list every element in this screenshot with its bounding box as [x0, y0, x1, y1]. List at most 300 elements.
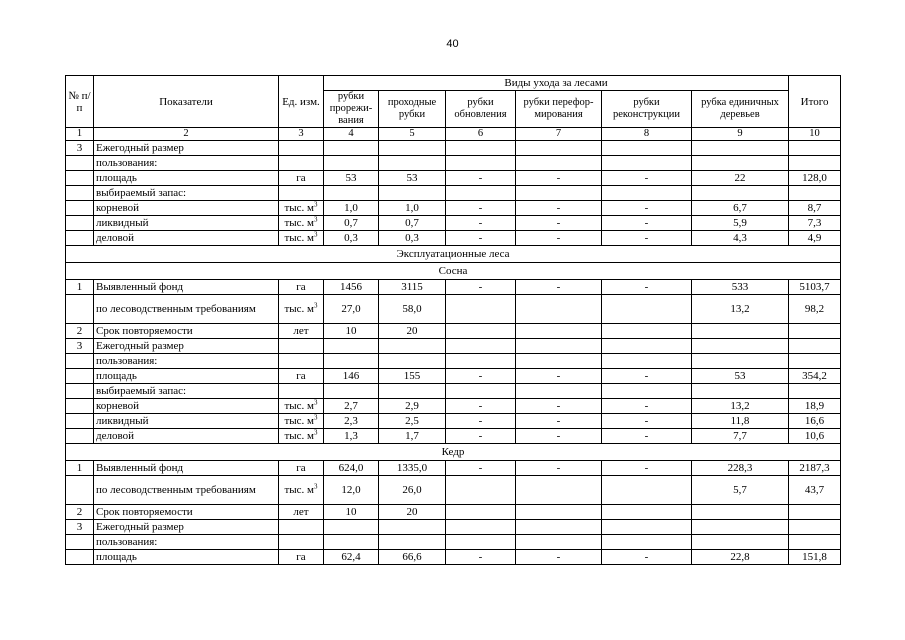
cubic-superscript: 3 [314, 482, 318, 491]
row-value: 2,7 [324, 399, 379, 414]
section-title-row [66, 246, 841, 263]
row-value [516, 535, 602, 550]
row-indicator: площадь [94, 369, 279, 384]
row-value [516, 324, 602, 339]
row-value [602, 186, 692, 201]
row-value [602, 295, 692, 324]
row-value: - [516, 231, 602, 246]
row-value [446, 476, 516, 505]
row-value: 4,3 [692, 231, 789, 246]
row-value: - [446, 369, 516, 384]
table-row [66, 399, 841, 414]
subsection-title-kedr: Кедр [66, 444, 841, 461]
row-number [66, 231, 94, 246]
row-unit-text: тыс. м [284, 430, 315, 442]
table-row [66, 141, 841, 156]
row-indicator: деловой [94, 231, 279, 246]
row-value [789, 384, 841, 399]
row-unit-text: га [296, 551, 306, 563]
header-col-single-trees: рубка единичных деревьев [692, 91, 789, 128]
table-row [66, 280, 841, 295]
column-number: 7 [516, 128, 602, 141]
row-value: - [446, 280, 516, 295]
row-unit-text: тыс. м [284, 400, 315, 412]
row-unit [279, 414, 324, 429]
column-number: 2 [94, 128, 279, 141]
row-value: - [446, 414, 516, 429]
row-value [516, 476, 602, 505]
table-row [66, 295, 841, 324]
row-value [789, 505, 841, 520]
forest-care-table [65, 75, 841, 565]
row-indicator: Срок повторяемости [94, 505, 279, 520]
row-value: 1456 [324, 280, 379, 295]
table-row [66, 231, 841, 246]
row-value [692, 156, 789, 171]
row-value: - [446, 216, 516, 231]
column-number: 4 [324, 128, 379, 141]
row-value [789, 141, 841, 156]
row-value: - [516, 201, 602, 216]
row-indicator: Ежегодный размер [94, 141, 279, 156]
row-value [602, 354, 692, 369]
row-number [66, 550, 94, 565]
row-value: - [516, 280, 602, 295]
header-col-passage: проходные рубки [379, 91, 446, 128]
row-value: 13,2 [692, 295, 789, 324]
row-value: 6,7 [692, 201, 789, 216]
row-value [324, 339, 379, 354]
row-value: 624,0 [324, 461, 379, 476]
table-row [66, 354, 841, 369]
row-number: 1 [66, 280, 94, 295]
row-value [516, 141, 602, 156]
row-unit-text: тыс. м [284, 415, 315, 427]
header-num: № п/п [66, 76, 94, 128]
row-value [692, 324, 789, 339]
table-row [66, 505, 841, 520]
row-number [66, 216, 94, 231]
table-row [66, 384, 841, 399]
row-unit [279, 535, 324, 550]
row-value: 2187,3 [789, 461, 841, 476]
row-number [66, 171, 94, 186]
row-number [66, 369, 94, 384]
column-number: 6 [446, 128, 516, 141]
row-unit-text: тыс. м [284, 484, 315, 496]
row-value: 43,7 [789, 476, 841, 505]
table-row [66, 550, 841, 565]
row-value [379, 354, 446, 369]
row-unit [279, 339, 324, 354]
table-row [66, 414, 841, 429]
row-unit [279, 476, 324, 505]
row-value: 3115 [379, 280, 446, 295]
row-value [516, 354, 602, 369]
row-number [66, 476, 94, 505]
row-unit-text: га [296, 462, 306, 474]
table-row [66, 339, 841, 354]
row-indicator: ликвидный [94, 414, 279, 429]
row-value: - [446, 171, 516, 186]
row-value: - [446, 429, 516, 444]
row-value: - [446, 399, 516, 414]
row-indicator: площадь [94, 171, 279, 186]
header-col-renewal: рубки обновления [446, 91, 516, 128]
row-unit [279, 399, 324, 414]
row-value [789, 354, 841, 369]
cubic-superscript: 3 [314, 200, 318, 209]
row-unit [279, 520, 324, 535]
row-value [602, 141, 692, 156]
table-row [66, 461, 841, 476]
row-value: 62,4 [324, 550, 379, 565]
row-unit [279, 354, 324, 369]
row-value [602, 505, 692, 520]
row-value: - [602, 171, 692, 186]
row-value [692, 535, 789, 550]
row-value: 53 [324, 171, 379, 186]
row-unit-text: га [296, 172, 306, 184]
row-value: - [602, 216, 692, 231]
row-value: 128,0 [789, 171, 841, 186]
page-number: 40 [446, 38, 459, 50]
row-value: 1335,0 [379, 461, 446, 476]
row-indicator: выбираемый запас: [94, 384, 279, 399]
row-number [66, 429, 94, 444]
table-row [66, 324, 841, 339]
row-indicator: Выявленный фонд [94, 461, 279, 476]
row-value: 53 [692, 369, 789, 384]
row-value [692, 141, 789, 156]
row-value: 11,8 [692, 414, 789, 429]
row-unit-text: га [296, 281, 306, 293]
table-row [66, 369, 841, 384]
row-number [66, 201, 94, 216]
cubic-superscript: 3 [314, 398, 318, 407]
row-value: - [602, 461, 692, 476]
row-value: - [516, 216, 602, 231]
row-value: 22,8 [692, 550, 789, 565]
row-value [692, 186, 789, 201]
row-value [324, 156, 379, 171]
cubic-superscript: 3 [314, 215, 318, 224]
row-value: 13,2 [692, 399, 789, 414]
row-value: 146 [324, 369, 379, 384]
row-value: - [446, 231, 516, 246]
row-value: 0,7 [379, 216, 446, 231]
row-value: 1,3 [324, 429, 379, 444]
row-value: - [516, 429, 602, 444]
row-indicator: корневой [94, 399, 279, 414]
subsection-title-sosna: Сосна [66, 263, 841, 280]
header-col-reconstruction: рубки реконструкции [602, 91, 692, 128]
cubic-superscript: 3 [314, 428, 318, 437]
row-value: 18,9 [789, 399, 841, 414]
row-unit [279, 186, 324, 201]
row-value: - [516, 550, 602, 565]
row-value [516, 505, 602, 520]
row-unit [279, 324, 324, 339]
row-unit [279, 201, 324, 216]
row-unit-text: лет [293, 506, 309, 518]
row-unit [279, 384, 324, 399]
row-value: 26,0 [379, 476, 446, 505]
row-value [324, 354, 379, 369]
row-value: 10 [324, 324, 379, 339]
row-unit [279, 280, 324, 295]
subsection-title-sosna-row [66, 263, 841, 280]
column-number: 1 [66, 128, 94, 141]
row-value: - [602, 231, 692, 246]
row-value: 0,3 [379, 231, 446, 246]
row-value [446, 141, 516, 156]
header-care-types: Виды ухода за лесами [324, 76, 789, 91]
row-unit [279, 171, 324, 186]
row-unit [279, 550, 324, 565]
row-unit-text: лет [293, 325, 309, 337]
row-value: 0,3 [324, 231, 379, 246]
section-title: Эксплуатационные леса [66, 246, 841, 263]
cubic-superscript: 3 [314, 413, 318, 422]
row-value: 2,3 [324, 414, 379, 429]
row-value [692, 384, 789, 399]
row-value [789, 186, 841, 201]
row-indicator: по лесоводственным требованиям [94, 476, 279, 505]
row-number: 1 [66, 461, 94, 476]
row-value [516, 186, 602, 201]
row-value: 5103,7 [789, 280, 841, 295]
row-number [66, 186, 94, 201]
row-unit [279, 231, 324, 246]
row-value: 228,3 [692, 461, 789, 476]
row-value [692, 339, 789, 354]
row-value: - [602, 369, 692, 384]
row-value: - [602, 280, 692, 295]
row-value: - [446, 550, 516, 565]
row-value [446, 324, 516, 339]
column-number: 8 [602, 128, 692, 141]
row-unit-text: тыс. м [284, 202, 315, 214]
row-number: 3 [66, 141, 94, 156]
table-row [66, 216, 841, 231]
header-total: Итого [789, 76, 841, 128]
row-value: - [516, 171, 602, 186]
row-value: 10 [324, 505, 379, 520]
cubic-superscript: 3 [314, 230, 318, 239]
row-value: 8,7 [789, 201, 841, 216]
row-number [66, 414, 94, 429]
row-unit-text: тыс. м [284, 232, 315, 244]
row-value: 5,9 [692, 216, 789, 231]
row-value [379, 339, 446, 354]
row-number [66, 535, 94, 550]
row-value: - [516, 414, 602, 429]
column-number: 9 [692, 128, 789, 141]
row-value [602, 339, 692, 354]
row-indicator: Срок повторяемости [94, 324, 279, 339]
row-value [602, 156, 692, 171]
row-value [446, 295, 516, 324]
row-value [379, 141, 446, 156]
row-value: 12,0 [324, 476, 379, 505]
row-value [446, 505, 516, 520]
row-value [379, 186, 446, 201]
row-value: 4,9 [789, 231, 841, 246]
row-value [692, 520, 789, 535]
row-value: 20 [379, 505, 446, 520]
row-value: - [446, 461, 516, 476]
row-value [446, 354, 516, 369]
row-value [446, 384, 516, 399]
row-value: 1,0 [324, 201, 379, 216]
table-row [66, 476, 841, 505]
row-indicator: пользования: [94, 535, 279, 550]
row-value [602, 535, 692, 550]
row-unit-text: тыс. м [284, 303, 315, 315]
row-value: 10,6 [789, 429, 841, 444]
row-value [379, 156, 446, 171]
row-value [789, 156, 841, 171]
table-row [66, 520, 841, 535]
row-indicator: ликвидный [94, 216, 279, 231]
row-value: 27,0 [324, 295, 379, 324]
row-value [446, 535, 516, 550]
column-number: 5 [379, 128, 446, 141]
row-number: 2 [66, 505, 94, 520]
row-indicator: пользования: [94, 354, 279, 369]
row-value [324, 186, 379, 201]
row-indicator: площадь [94, 550, 279, 565]
row-number: 3 [66, 339, 94, 354]
row-unit [279, 216, 324, 231]
row-value [324, 384, 379, 399]
row-value [692, 354, 789, 369]
row-value: - [602, 201, 692, 216]
row-value: - [602, 399, 692, 414]
row-number [66, 399, 94, 414]
row-value: 1,0 [379, 201, 446, 216]
row-indicator: пользования: [94, 156, 279, 171]
row-value [446, 186, 516, 201]
row-value [789, 535, 841, 550]
row-value [789, 339, 841, 354]
row-value [789, 520, 841, 535]
row-value: 0,7 [324, 216, 379, 231]
row-unit-text: тыс. м [284, 217, 315, 229]
row-value: 155 [379, 369, 446, 384]
column-number: 3 [279, 128, 324, 141]
row-unit [279, 461, 324, 476]
row-value [516, 384, 602, 399]
row-value [789, 324, 841, 339]
row-value [379, 520, 446, 535]
row-value: - [516, 461, 602, 476]
row-number [66, 384, 94, 399]
row-unit [279, 505, 324, 520]
row-indicator: деловой [94, 429, 279, 444]
column-numbers-row [66, 128, 841, 141]
row-value: 354,2 [789, 369, 841, 384]
cubic-superscript: 3 [314, 301, 318, 310]
row-value: 5,7 [692, 476, 789, 505]
subsection-title-kedr-row [66, 444, 841, 461]
table-row [66, 429, 841, 444]
row-value: 22 [692, 171, 789, 186]
row-value: 151,8 [789, 550, 841, 565]
row-value [516, 156, 602, 171]
row-unit [279, 295, 324, 324]
row-indicator: Выявленный фонд [94, 280, 279, 295]
row-value: - [602, 550, 692, 565]
row-number [66, 295, 94, 324]
row-value: 1,7 [379, 429, 446, 444]
row-unit [279, 141, 324, 156]
row-value [324, 141, 379, 156]
column-number: 10 [789, 128, 841, 141]
header-unit: Ед. изм. [279, 76, 324, 128]
row-value [516, 339, 602, 354]
row-indicator: корневой [94, 201, 279, 216]
row-value: 66,6 [379, 550, 446, 565]
row-value [379, 535, 446, 550]
row-value [602, 324, 692, 339]
row-value [692, 505, 789, 520]
row-value: 7,3 [789, 216, 841, 231]
table-row [66, 171, 841, 186]
header-col-reformation: рубки перефор-мирования [516, 91, 602, 128]
row-value: 20 [379, 324, 446, 339]
row-value: 2,9 [379, 399, 446, 414]
row-indicator: Ежегодный размер [94, 520, 279, 535]
row-value [446, 520, 516, 535]
row-value [446, 339, 516, 354]
header-col-thinning: рубки прорежи-вания [324, 91, 379, 128]
row-value [324, 535, 379, 550]
row-indicator: по лесоводственным требованиям [94, 295, 279, 324]
table-row [66, 201, 841, 216]
row-value [602, 476, 692, 505]
row-value [379, 384, 446, 399]
row-value [602, 384, 692, 399]
table-row [66, 156, 841, 171]
row-value [516, 520, 602, 535]
row-number: 2 [66, 324, 94, 339]
row-value: 53 [379, 171, 446, 186]
row-indicator: выбираемый запас: [94, 186, 279, 201]
row-value: 98,2 [789, 295, 841, 324]
row-value: - [602, 429, 692, 444]
row-value [446, 156, 516, 171]
row-value: 7,7 [692, 429, 789, 444]
row-value: - [516, 399, 602, 414]
row-unit [279, 156, 324, 171]
table-row [66, 535, 841, 550]
row-value: 16,6 [789, 414, 841, 429]
row-value: 58,0 [379, 295, 446, 324]
row-unit [279, 429, 324, 444]
row-indicator: Ежегодный размер [94, 339, 279, 354]
row-value: 2,5 [379, 414, 446, 429]
row-value [516, 295, 602, 324]
header-indicators: Показатели [94, 76, 279, 128]
row-value: - [446, 201, 516, 216]
row-number: 3 [66, 520, 94, 535]
row-value: - [516, 369, 602, 384]
row-value: - [602, 414, 692, 429]
row-unit-text: га [296, 370, 306, 382]
row-unit [279, 369, 324, 384]
